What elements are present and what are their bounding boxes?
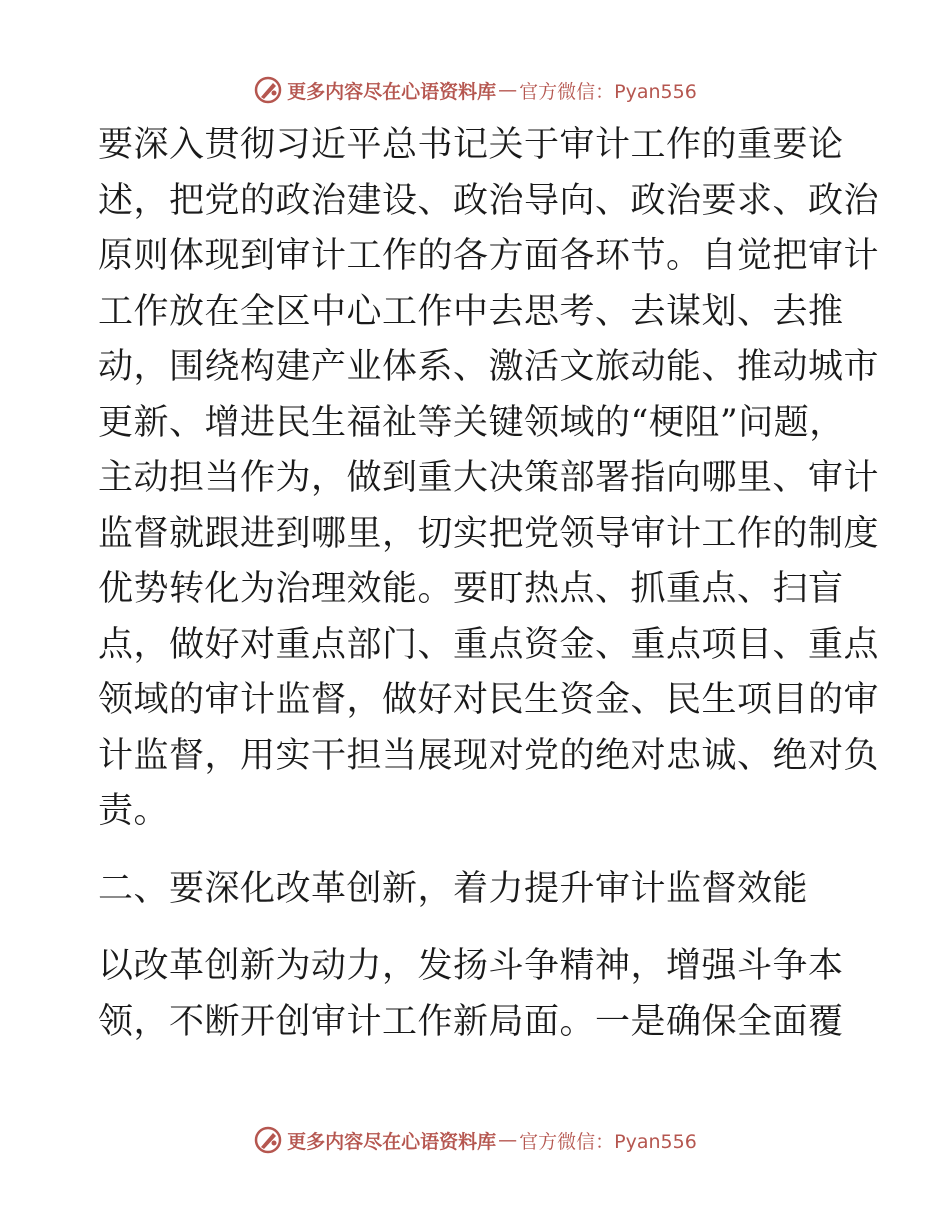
section-heading: 二、要深化改革创新，着力提升审计监督效能 bbox=[98, 868, 809, 909]
pen-logo-icon bbox=[253, 75, 283, 105]
text-line: 主动担当作为，做到重大决策部署指向哪里、审计 bbox=[98, 458, 880, 498]
watermark-main-text: 更多内容尽在心语资料库 bbox=[287, 1130, 497, 1153]
watermark-main-text: 更多内容尽在心语资料库 bbox=[287, 80, 497, 103]
footer-watermark bbox=[0, 1122, 950, 1158]
watermark-wechat-text: 官方微信：Pyan556 bbox=[519, 80, 697, 103]
text-line: 要深入贯彻习近平总书记关于审计工作的重要论 bbox=[98, 125, 844, 165]
text-line: 述，把党的政治建设、政治导向、政治要求、政治 bbox=[98, 180, 880, 221]
paragraph-2 bbox=[98, 939, 858, 1050]
text-line: 动，围绕构建产业体系、激活文旅动能、推动城市 bbox=[98, 347, 880, 387]
text-line: 监督就跟进到哪里，切实把党领导审计工作的制度 bbox=[98, 513, 880, 554]
text-line: 领域的审计监督，做好对民生资金、民生项目的审 bbox=[98, 680, 880, 720]
text-line: 计监督，用实干担当展现对党的绝对忠诚、绝对负 bbox=[98, 735, 880, 776]
text-line: 原则体现到审计工作的各方面各环节。自觉把审计 bbox=[98, 236, 880, 276]
text-line: 点，做好对重点部门、重点资金、重点项目、重点 bbox=[98, 624, 880, 665]
text-line: 优势转化为治理效能。要盯热点、抓重点、扫盲 bbox=[98, 569, 844, 609]
text-line: 工作放在全区中心工作中去思考、去谋划、去推 bbox=[98, 291, 844, 332]
watermark-separator: — bbox=[498, 1129, 518, 1151]
header-watermark bbox=[0, 72, 950, 108]
watermark-separator: — bbox=[498, 79, 518, 101]
watermark-wechat-text: 官方微信：Pyan556 bbox=[519, 1130, 697, 1153]
text-line: 更新、增进民生福祉等关键领域的“梗阻”问题， bbox=[98, 402, 845, 443]
paragraph-1 bbox=[98, 118, 880, 840]
pen-logo-icon bbox=[253, 1125, 283, 1155]
text-line: 责。 bbox=[98, 791, 170, 831]
document-body bbox=[98, 118, 880, 1050]
text-line: 以改革创新为动力，发扬斗争精神，增强斗争本 bbox=[98, 946, 844, 986]
text-line: 领，不断开创审计工作新局面。一是确保全面覆 bbox=[98, 1001, 844, 1042]
